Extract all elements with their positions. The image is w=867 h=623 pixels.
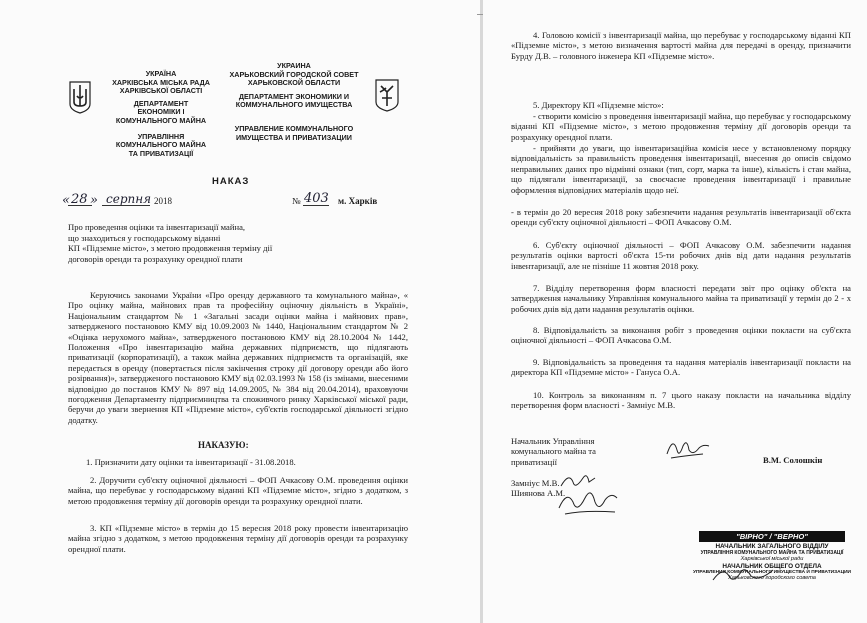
order-item-7: 7. Відділу перетворення форм власності передати звіт про оцінку об'єкта на затвердження начальнику Управління комунального майна та приватизації у термін до 2 - х робочих днів від дати надання результатів оцінки. [511,283,851,314]
ua-office-1: УПРАВЛІННЯ [137,131,185,141]
signatory-name: В.М. Солошкін [763,455,823,465]
subject-line-1: Про проведення оцінки та інвентаризації майна, [68,222,246,232]
order-item-3: 3. КП «Підземне місто» в термін до 15 вересня 2018 року провести інвентаризацію майна згідно з додатком, з метою продовження терміну дії договорів оренди та розрахунку орендної плати. [68,523,408,554]
stamp-signature-icon [709,560,779,590]
order-item-8: 8. Відповідальність за виконання робіт з проведення оцінки покласти на суб'єкта оціночної діяльності – ФОП Ачкасова О.М. [511,325,851,346]
ru-region: ХАРЬКОВСКОЙ ОБЛАСТИ [247,78,341,88]
ua-office-2: КОМУНАЛЬНОГО МАЙНА [115,140,207,150]
date-day: 28 [71,192,88,207]
order-item-5-b: - прийняти до уваги, що інвентаризаційна комісія несе у встановленому порядку відповідальність за правильність проведення інвентаризації, внесення до описів свідомо неправильних даних про відмінні ознаки (тип, сорт, марка та інше), кількість і стан майна, що підлягали інвентаризації, за своєчасне проведення інвентаризації і правильне оформлення відповідних матеріалів щодо неї. [511,143,851,195]
subject-line-3: КП «Підземне місто», з метою продовження терміну дії [68,243,273,253]
order-item-5-title: 5. Директору КП «Підземне місто»: [533,100,664,110]
ua-header [96,70,226,158]
ru-office-2: ИМУЩЕСТВА И ПРИВАТИЗАЦИИ [236,132,352,142]
stamp-line-6: УПРАВЛЕНИЯ КОММУНАЛЬНОГО ИМУЩЕСТВА И ПРИВАТИЗАЦИИ [692,570,851,575]
ru-department-2: КОММУНАЛЬНОГО ИМУЩЕСТВА [235,100,353,110]
doc-type-title: НАКАЗ [212,176,250,187]
ua-department-1: ДЕПАРТАМЕНТ [133,98,189,108]
date-year: 2018 [154,196,172,206]
stamp-line-5: НАЧАЛЬНИК ОБЩЕГО ОТДЕЛА [722,563,822,570]
ua-council: ХАРКІВСЬКА МІСЬКА РАДА [112,77,210,87]
subject-line-2: що знаходиться у господарському віданні [68,232,221,243]
ru-office-1: УПРАВЛЕНИЕ КОММУНАЛЬНОГО [234,123,354,133]
stamp-line-3: УПРАВЛІННЯ КОМУНАЛЬНОГО МАЙНА ТА ПРИВАТИЗАЦІЇ [700,550,844,556]
ua-region: ХАРКІВСЬКОЇ ОБЛАСТІ [119,86,203,96]
preamble-paragraph: Керуючись законами України «Про оренду державного та комунального майна», « Про оцінку майна, майнових прав та професійну оціночну діяльність в Україні», Національним стандартом № 1 «Загальні засади оцінки майна і майнових прав», затвердженого постановою КМУ від 10.09.2003 № 1440, Національним стандартом № 2 «Оцінка нерухомого майна», затвердженого постановою КМУ від 28.10.2004 № 1442, Положення «Про інвентаризацію майна державних підприємств, що підлягають приватизації (корпоратизації), а також майна державних підприємств та організацій, яке передається в оренду (повертається після закінчення строку дії договору оренди або його розірвання)», затвердженого постановою КМУ від 02.03.1993 № 158 (із змінами, внесеними відповідно до постанов КМУ № 897 від 14.09.2005, № 384 від 20.04.2014), враховуючи погодження Департаменту підприємництва та споживчого ринку Харківської міської ради, беручи до уваги звернення КП «Підземне місто», суб'єктів господарської діяльності згідно додатку. [68,290,408,425]
city: м. Харків [338,196,378,206]
ru-header [220,62,368,142]
date-quote-close: » [90,193,98,208]
subject-line-4: договорів оренди та розрахунку орендної плати [68,253,243,264]
ua-department-3: КОМУНАЛЬНОГО МАЙНА [115,115,207,125]
ru-country: УКРАИНА [277,61,311,70]
date-month: серпня [106,192,152,206]
order-item-9: 9. Відповідальність за проведення та надання матеріалів інвентаризації покласти на директора КП «Підземне місто» - Гануса О.А. [511,357,851,378]
signatory-line-1: Начальник Управління [511,436,595,446]
signatory-title [511,436,651,467]
right-page [483,0,867,623]
date-quote-open: « [62,193,70,208]
signatory-line-2: комунального майна та [511,446,596,457]
approver-1: Замніус М.В. [511,478,560,488]
ua-department-2: ЕКОНОМІКИ І [137,107,185,117]
order-number: 403 [304,191,329,206]
ru-department-1: ДЕПАРТАМЕНТ ЭКОНОМИКИ И [238,91,350,101]
order-item-4: 4. Головою комісії з інвентаризації майна, що перебуває у господарському віданні КП «Підземне місто», з метою визначення вартості майна для передачі в оренду, призначити Бурду Д.В. – головного інженера КП «Підземне місто». [511,30,851,61]
ua-country: УКРАЇНА [145,69,177,78]
order-item-5-a: - створити комісію з проведення інвентаризації майна, що перебуває у господарському віданні КП «Підземне місто», з метою продовження терміну дії договорів оренди та розрахунку орендної плати. [511,111,851,142]
signatory-line-3: приватизації [511,456,557,467]
order-number-sign: № [292,196,301,206]
ru-council: ХАРЬКОВСКИЙ ГОРОДСКОЙ СОВЕТ [229,69,359,79]
date-line [62,191,402,210]
stamp-line-7: Харьковского городского совета [728,575,816,581]
stamp-line-4: Харківської міської ради [740,556,804,562]
trident-emblem-icon [68,80,92,114]
ua-office-3: ТА ПРИВАТИЗАЦІЇ [128,148,194,158]
order-subject [68,222,328,264]
order-item-1: 1. Призначити дату оцінки та інвентаризації - 31.08.2018. [86,457,296,467]
order-item-5-c: - в термін до 20 вересня 2018 року забезпечити надання результатів інвентаризації об'єкта оренди суб'єкту оціночної діяльності – ФОП Ачкасову О.М. [511,207,851,228]
approver-signatures-icon [555,468,625,520]
order-item-6: 6. Суб'єкту оціночної діяльності – ФОП Ачкасову О.М. забезпечити надання результатів оцінки вартості об'єкта 15-ти робочих днів від дати надання результатів інвентаризації, але не пізніше 11 жовтня 2018 року. [511,240,851,271]
stamp-line-2: НАЧАЛЬНИК ЗАГАЛЬНОГО ВІДДІЛУ [715,543,829,550]
order-item-10: 10. Контроль за виконанням п. 7 цього наказу покласти на начальника відділу перетворення форм власності - Замніус М.В. [511,390,851,411]
kharkiv-coat-of-arms-icon [374,78,400,112]
order-heading: НАКАЗУЮ: [198,440,249,450]
stamp-line-1: "ВІРНО" / "ВЕРНО" [699,531,845,542]
order-item-2: 2. Доручити суб'єкту оціночної діяльності – ФОП Ачкасову О.М. проведення оцінки майна, що перебуває у господарському віданні КП «Підземне місто», згідно з додатком, з метою продовження терміну дії договорів оренди та розрахунку орендної плати. [68,475,408,506]
head-signature-icon [663,432,713,464]
approver-2: Шиянова А.М. [511,488,566,499]
